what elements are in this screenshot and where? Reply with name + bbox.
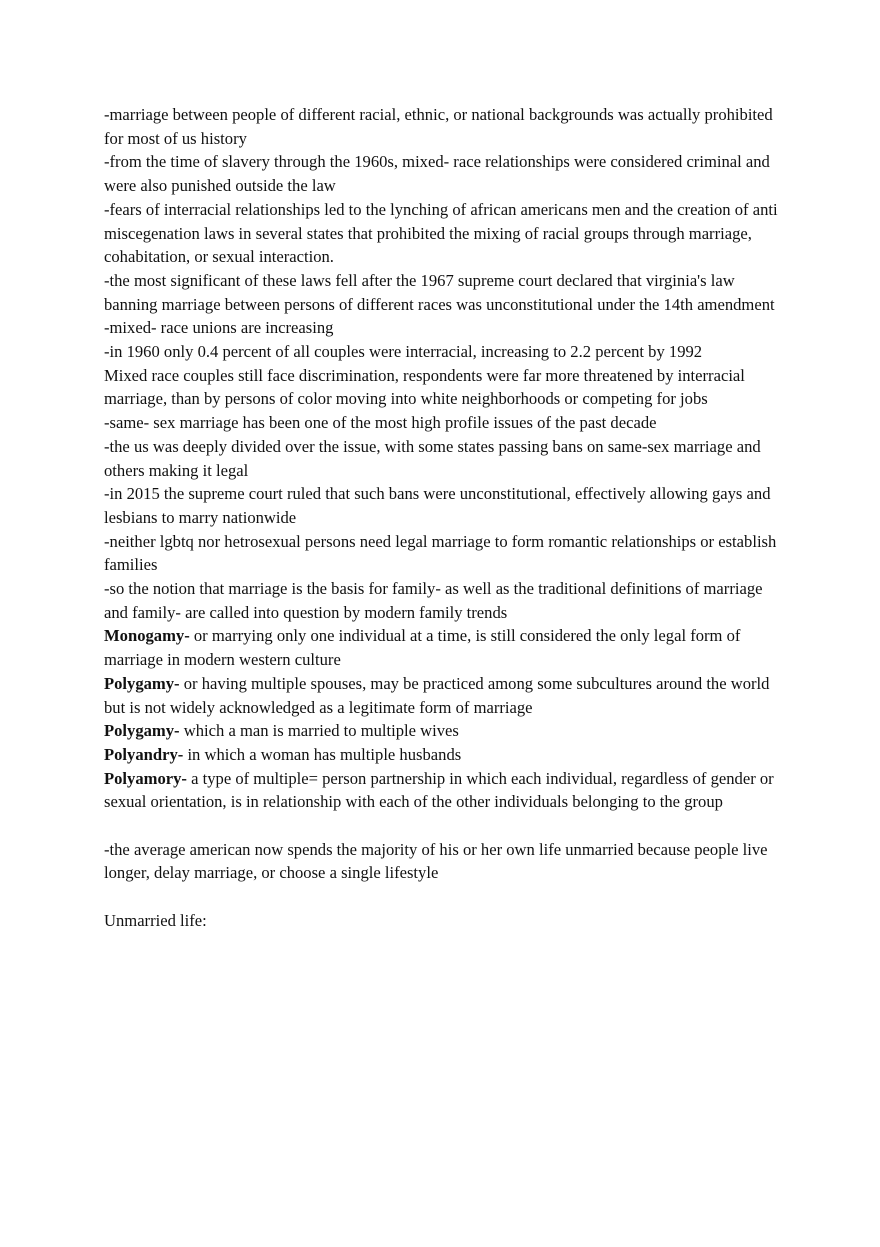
note-line: -mixed- race unions are increasing bbox=[104, 318, 334, 338]
document-page bbox=[104, 103, 780, 933]
blank-line bbox=[104, 814, 780, 838]
definition-text: a type of multiple= person partnership in which each individual, regardless of gender or sexual orientation, is in relationship with each of the other individuals belonging to the group bbox=[104, 768, 774, 812]
definition-polyandry bbox=[104, 743, 780, 767]
note-line: -from the time of slavery through the 1960s, mixed- race relationships were considered criminal and were also punished outside the law bbox=[104, 152, 770, 196]
definition-term: Monogamy- bbox=[104, 626, 190, 646]
section-heading: Unmarried life: bbox=[104, 910, 207, 930]
definition-term: Polyandry- bbox=[104, 744, 184, 764]
note-line: -in 2015 the supreme court ruled that such bans were unconstitutional, effectively allowing gays and lesbians to marry nationwide bbox=[104, 484, 771, 527]
definition-polygamy bbox=[104, 672, 780, 719]
note-line: -the most significant of these laws fell after the 1967 supreme court declared that virginia's law banning marriage between persons of different races was unconstitutional under the 14th amendment bbox=[104, 270, 775, 314]
definition-term: Polyamory- bbox=[104, 768, 187, 788]
note-line: -the us was deeply divided over the issue, with some states passing bans on same-sex marriage and others making it legal bbox=[104, 436, 761, 480]
definition-polygyny bbox=[104, 719, 780, 743]
note-line: -in 1960 only 0.4 percent of all couples were interracial, increasing to 2.2 percent by 1992 bbox=[104, 342, 703, 362]
closing-note: -the average american now spends the majority of his or her own life unmarried because people live longer, delay marriage, or choose a single lifestyle bbox=[104, 839, 768, 883]
definition-monogamy bbox=[104, 624, 780, 671]
note-line: -fears of interracial relationships led to the lynching of african americans men and the creation of anti miscegenation laws in several states that prohibited the mixing of racial groups through marriage, cohabitation, or sexual interaction. bbox=[104, 199, 778, 267]
note-line: Mixed race couples still face discrimination, respondents were far more threatened by interracial marriage, than by persons of color moving into white neighborhoods or competing for jobs bbox=[104, 365, 745, 409]
note-line: -neither lgbtq nor hetrosexual persons need legal marriage to form romantic relationships or establish families bbox=[104, 531, 777, 575]
definition-text: in which a woman has multiple husbands bbox=[183, 744, 462, 764]
note-line: -marriage between people of different racial, ethnic, or national backgrounds was actually prohibited for most of us history bbox=[104, 105, 773, 148]
definition-text: or marrying only one individual at a time, is still considered the only legal form of marriage in modern western culture bbox=[104, 626, 741, 670]
definition-polyamory bbox=[104, 767, 780, 814]
definition-text: or having multiple spouses, may be practiced among some subcultures around the world but is not widely acknowledged as a legitimate form of marriage bbox=[104, 673, 770, 717]
definition-term: Polygamy- bbox=[104, 673, 180, 693]
definition-term: Polygamy- bbox=[104, 721, 180, 741]
note-line: -same- sex marriage has been one of the most high profile issues of the past decade bbox=[104, 413, 657, 433]
note-line: -so the notion that marriage is the basis for family- as well as the traditional definitions of marriage and family- are called into question by modern family trends bbox=[104, 579, 763, 622]
blank-line bbox=[104, 885, 780, 909]
definition-text: which a man is married to multiple wives bbox=[179, 721, 459, 741]
